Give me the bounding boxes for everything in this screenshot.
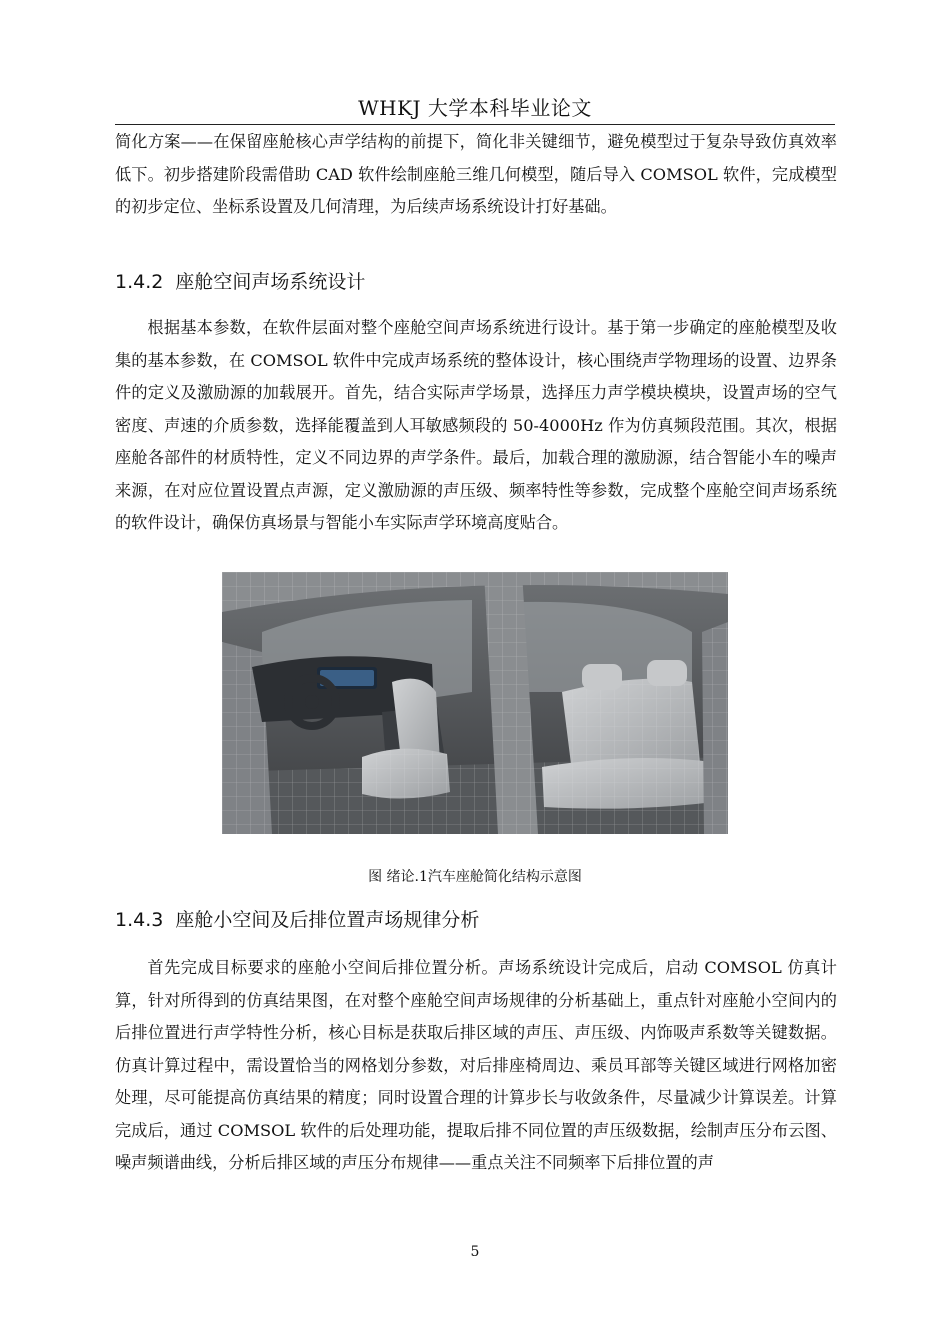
figure-caption: 图 绪论.1汽车座舱简化结构示意图 — [368, 869, 582, 885]
section-number: 1.4.3 — [115, 909, 164, 931]
section-1-4-2-paragraph: 根据基本参数，在软件层面对整个座舱空间声场系统进行设计。基于第一步确定的座舱模型及收集的基本参数，在 COMSOL 软件中完成声场系统的整体设计，核心围绕声学物理场的设置、边界条件的定义及激励源的加载展开。首先，结合实际声学场景，选择压力声学模块模块，设置声场的空气密度、声速的介质参数，选择能覆盖到人耳敏感频段的 50-4000Hz 作为仿真频段范围。其次，根据座舱各部件的材质特性，定义不同边界的声学条件。最后，加载合理的激励源，结合智能小车的噪声来源，在对应位置设置点声源，定义激励源的声压级、频率特性等参数，完成整个座舱空间声场系统的软件设计，确保仿真场景与智能小车实际声学环境高度贴合。 — [115, 318, 837, 532]
section-heading-1-4-2 — [115, 268, 365, 296]
section-number: 1.4.2 — [115, 271, 164, 293]
car-cabin-illustration — [222, 572, 728, 834]
intro-paragraph: 简化方案——在保留座舱核心声学结构的前提下，简化非关键细节，避免模型过于复杂导致仿真效率低下。初步搭建阶段需借助 CAD 软件绘制座舱三维几何模型，随后导入 COMSOL 软件，完成模型的初步定位、坐标系设置及几何清理，为后续声场系统设计打好基础。 — [115, 132, 837, 216]
header-rule — [115, 124, 835, 125]
page-header: WHKJ 大学本科毕业论文 — [358, 96, 592, 120]
section-heading-1-4-3 — [115, 906, 479, 934]
section-1-4-3-paragraph: 首先完成目标要求的座舱小空间后排位置分析。声场系统设计完成后，启动 COMSOL 仿真计算，针对所得到的仿真结果图，在对整个座舱空间声场规律的分析基础上，重点针对座舱小空间内的后排位置进行声学特性分析，核心目标是获取后排区域的声压、声压级、内饰吸声系数等关键数据。仿真计算过程中，需设置恰当的网格划分参数，对后排座椅周边、乘员耳部等关键区域进行网格加密处理，尽可能提高仿真结果的精度；同时设置合理的计算步长与收敛条件，尽量减少计算误差。计算完成后，通过 COMSOL 软件的后处理功能，提取后排不同位置的声压级数据，绘制声压分布云图、噪声频谱曲线，分析后排区域的声压分布规律——重点关注不同频率下后排位置的声 — [115, 958, 837, 1172]
page-number: 5 — [470, 1244, 480, 1260]
car-cabin-figure — [222, 572, 728, 834]
section-title: 座舱小空间及后排位置声场规律分析 — [175, 909, 480, 931]
section-title: 座舱空间声场系统设计 — [175, 271, 366, 293]
